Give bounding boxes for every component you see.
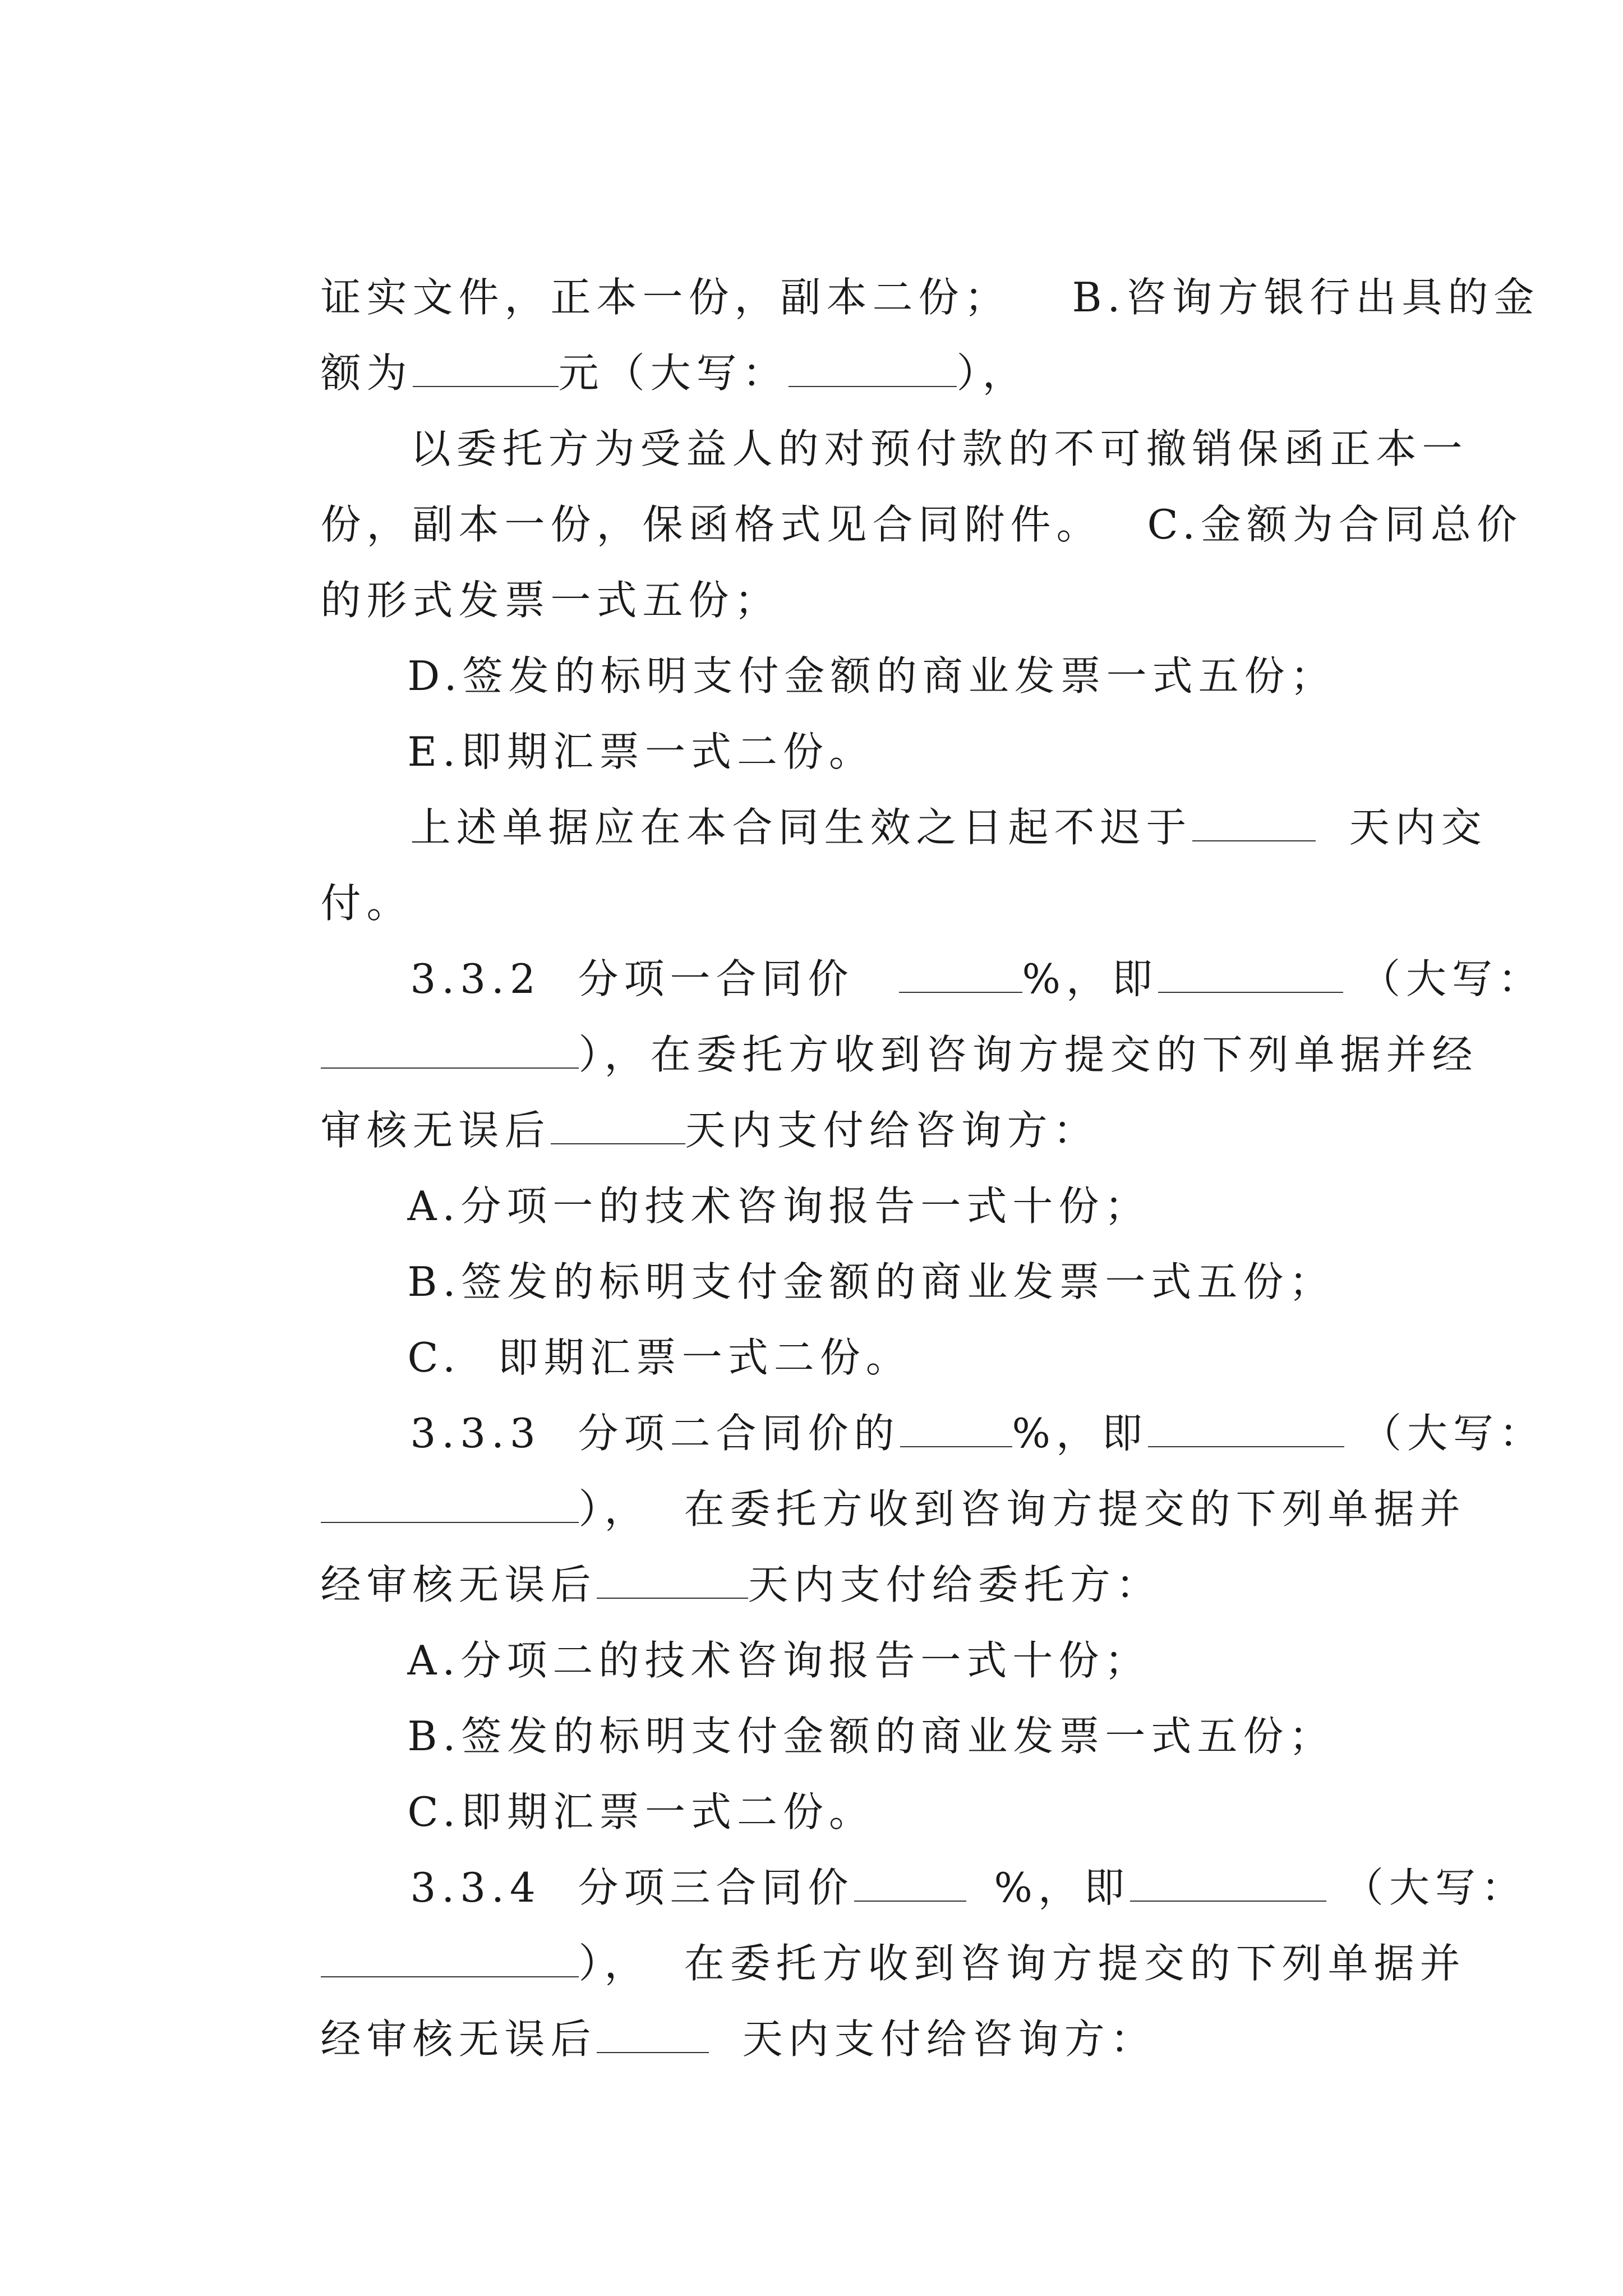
line-22-part-b: %，即 xyxy=(994,1864,1130,1911)
line-20-text: B.签发的标明支付金额的商业发票一式五份； xyxy=(407,1713,1335,1760)
line-23-part-a: ）， xyxy=(578,1940,651,1987)
line-13-text: A.分项一的技术咨询报告一式十份； xyxy=(407,1182,1151,1230)
line-14-text: B.签发的标明支付金额的商业发票一式五份； xyxy=(407,1258,1335,1305)
days-blank-4[interactable] xyxy=(597,2019,709,2053)
text-line-24 xyxy=(247,1955,1156,2123)
line-16-part-c: （大写： xyxy=(1361,1410,1545,1457)
line-2-part-b: 元（大写： xyxy=(558,349,789,397)
line-17-part-a: ）， xyxy=(578,1485,651,1533)
line-10-part-c: （大写： xyxy=(1359,955,1544,1002)
line-9-text: 付。 xyxy=(320,880,413,927)
line-24-part-a: 经审核无误后 xyxy=(320,2016,597,2063)
line-8-part-b: 天内交 xyxy=(1349,804,1487,851)
line-4-part-b: C.金额为合同总价 xyxy=(1147,501,1523,548)
line-5-text: 的形式发票一式五份； xyxy=(320,577,781,624)
line-12-part-a: 审核无误后 xyxy=(320,1107,551,1154)
line-11-text: ），在委托方收到咨询方提交的下列单据并经 xyxy=(578,1031,1478,1078)
line-6-text: D.签发的标明支付金额的商业发票一式五份； xyxy=(407,652,1336,700)
line-16-part-a: 3.3.3 分项二合同价的 xyxy=(410,1410,900,1457)
line-2-part-c: ）， xyxy=(956,349,1029,397)
line-23-part-b: 在委托方收到咨询方提交的下列单据并 xyxy=(684,1940,1466,1987)
line-18-part-b: 天内支付给委托方： xyxy=(748,1561,1162,1608)
line-7-text: E.即期汇票一式二份。 xyxy=(407,728,875,775)
line-4-part-a: 份，副本一份，保函格式见合同附件。 xyxy=(320,501,1103,548)
text-line-8 xyxy=(336,743,1487,912)
line-22-part-a: 3.3.4 分项三合同价 xyxy=(410,1864,854,1911)
line-10-part-a: 3.3.2 分项一合同价 xyxy=(410,955,854,1002)
line-24-part-b: 天内支付给咨询方： xyxy=(742,2016,1156,2063)
line-3-text: 以委托方为受益人的对预付款的不可撤销保函正本一 xyxy=(410,425,1468,472)
line-1-part-a: 证实文件，正本一份，副本二份； xyxy=(320,274,1011,321)
line-10-part-b: %，即 xyxy=(1022,955,1158,1002)
line-8-part-a: 上述单据应在本合同生效之日起不迟于 xyxy=(410,804,1192,851)
line-21-text: C.即期汇票一式二份。 xyxy=(407,1788,875,1835)
line-2-part-a: 额为 xyxy=(320,349,413,397)
line-17-part-b: 在委托方收到咨询方提交的下列单据并 xyxy=(684,1485,1466,1533)
line-15-text: C. 即期汇票一式二份。 xyxy=(407,1334,912,1381)
line-22-part-c: （大写： xyxy=(1343,1864,1527,1911)
line-18-part-a: 经审核无误后 xyxy=(320,1561,597,1608)
line-1-part-b: B.咨询方银行出具的金 xyxy=(1072,274,1540,321)
days-blank-1[interactable] xyxy=(1192,808,1316,841)
line-19-text: A.分项二的技术咨询报告一式十份； xyxy=(407,1637,1151,1684)
line-12-part-b: 天内支付给咨询方： xyxy=(685,1107,1099,1154)
line-16-part-b: %，即 xyxy=(1012,1410,1148,1457)
